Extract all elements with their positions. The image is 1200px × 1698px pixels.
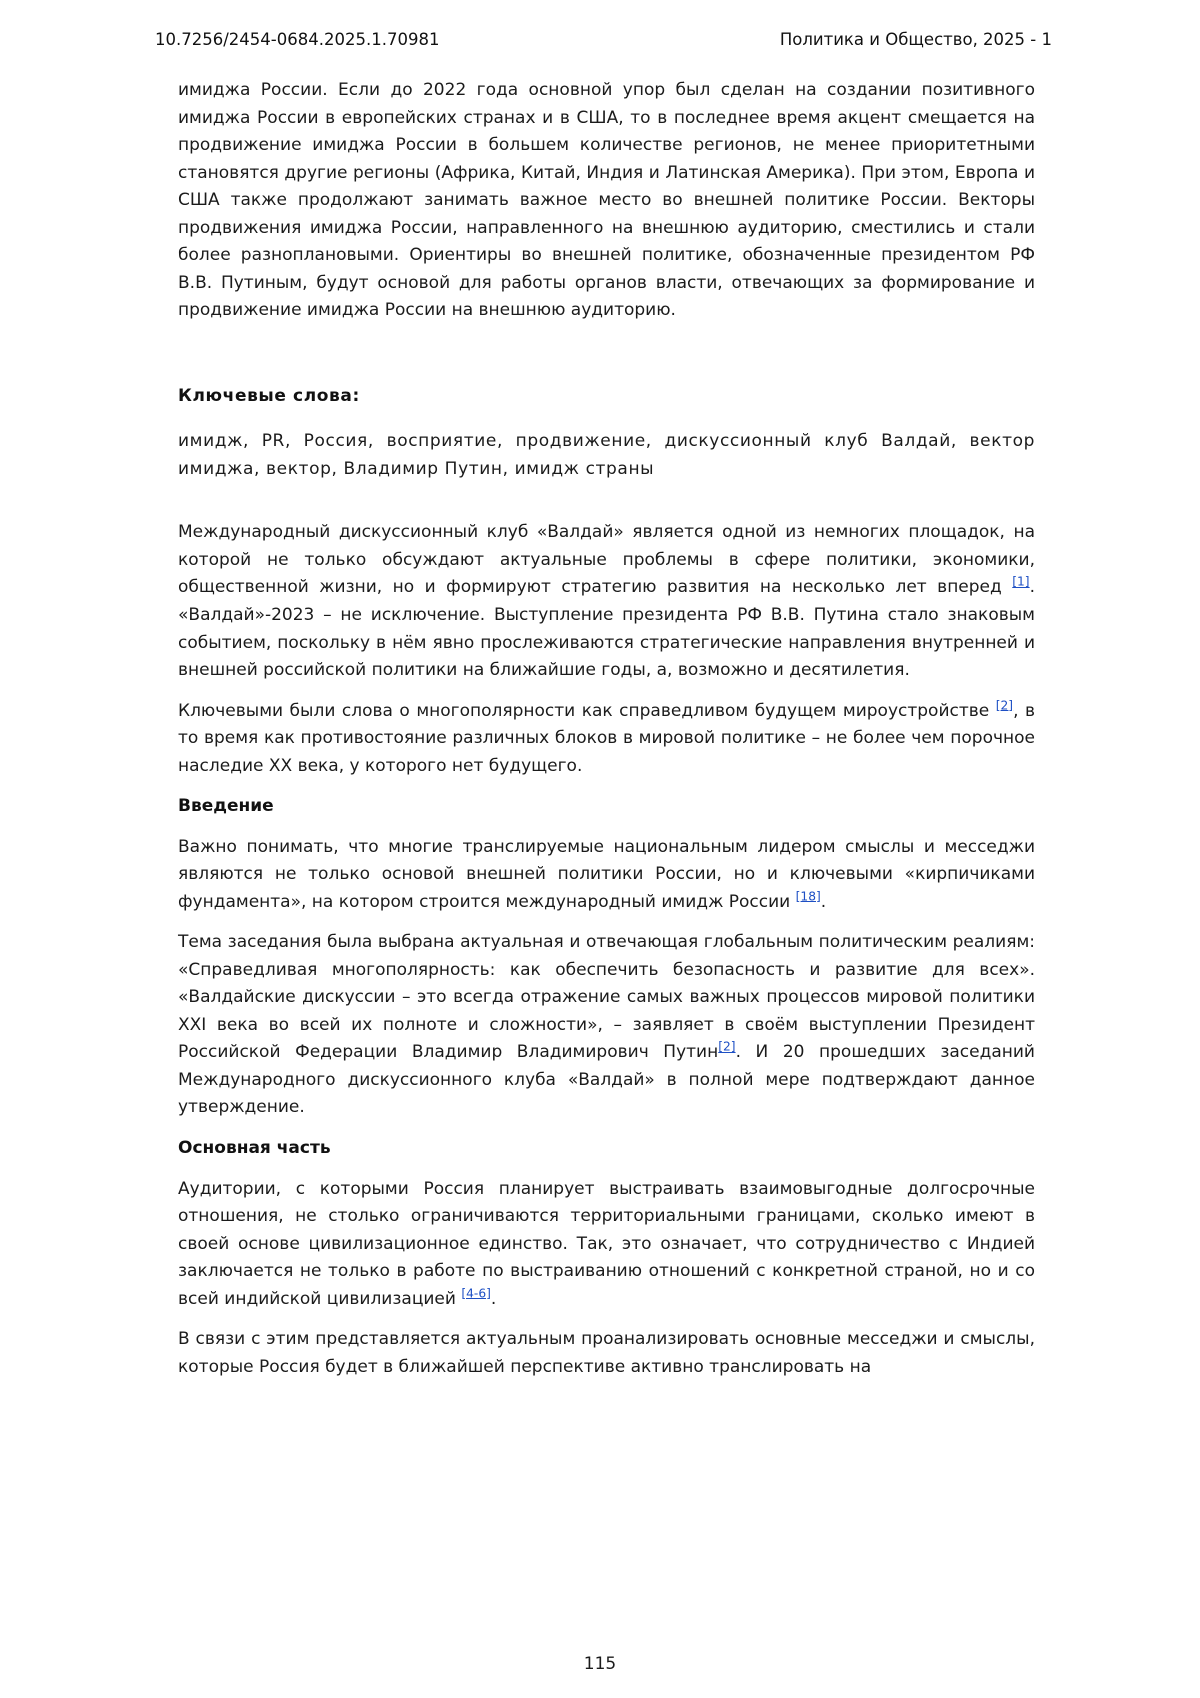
citation-link[interactable]: [2] bbox=[995, 697, 1014, 712]
text-run: В связи с этим представляется актуальным проанализировать основные месседжи и смыслы, которые Россия будет в ближайшей перспективе активно транслировать на bbox=[178, 1329, 1035, 1377]
paragraph bbox=[178, 519, 1035, 684]
citation-link[interactable]: [1] bbox=[1012, 574, 1030, 589]
text-run: . bbox=[490, 1288, 497, 1309]
section-heading: Введение bbox=[178, 796, 274, 817]
text-run: имидж, PR, Россия, восприятие, продвижение, дискуссионный клуб Валдай, вектор имиджа, вектор, Владимир Путин, имидж страны bbox=[178, 431, 1035, 479]
citation-link[interactable]: [18] bbox=[795, 889, 821, 904]
text-run: Ключевыми были слова о многополярности как справедливом будущем мироустройстве bbox=[178, 700, 996, 721]
text-run: Аудитории, с которыми Россия планирует выстраивать взаимовыгодные долгосрочные отношения, не столько ограничиваются территориальными границами, сколько имеют в своей основе цивилизационное единство. Так, это означает, что сотрудничество с Индией заключается не только в работе по выстраиванию отношений с конкретной страной, но и со всей индийской цивилизацией bbox=[178, 1178, 1035, 1309]
text-run: . «Валдай»-2023 – не исключение. Выступление президента РФ В.В. Путина стало знаковым событием, поскольку в нём явно прослеживаются стратегические направления внутренней и внешней российской политики на ближайшие годы, а, возможно и десятилетия. bbox=[178, 577, 1035, 681]
paragraph bbox=[178, 1326, 1035, 1381]
paragraph bbox=[178, 428, 1035, 483]
text-run: . bbox=[820, 891, 827, 912]
doi-text: 10.7256/2454-0684.2025.1.70981 bbox=[155, 30, 440, 49]
text-run: . И 20 прошедших заседаний Международного дискуссионного клуба «Валдай» в полной мере подтверждают данное утверждение. bbox=[178, 1042, 1035, 1118]
page-header bbox=[0, 30, 1200, 49]
text-run: Международный дискуссионный клуб «Валдай» является одной из немногих площадок, на которой не только обсуждают актуальные проблемы в сфере политики, экономики, общественной жизни, но и формируют стратегию развития на несколько лет вперед bbox=[178, 522, 1035, 598]
text-run: Тема заседания была выбрана актуальная и отвечающая глобальным политическим реалиям: «Справедливая многополярность: как обеспечить безопасность и развитие для всех». «Валдайские дискуссии – это всегда отражение самых важных процессов мировой политики XXI века во всей их полноте и сложности», – заявляет в своём выступлении Президент Российской Федерации Владимир Владимирович Путин bbox=[178, 932, 1035, 1063]
paragraph bbox=[178, 834, 1035, 917]
section-heading: Ключевые слова: bbox=[178, 385, 360, 406]
page-number: 115 bbox=[583, 1654, 617, 1674]
paragraph bbox=[178, 77, 1035, 325]
document-body bbox=[0, 49, 1200, 1394]
paragraph bbox=[178, 698, 1035, 781]
page-footer bbox=[0, 1654, 1200, 1676]
paragraph bbox=[178, 1176, 1035, 1314]
section-heading: Основная часть bbox=[178, 1138, 331, 1158]
text-run: имиджа России. Если до 2022 года основной упор был сделан на создании позитивного имиджа России в европейских странах и в США, то в последнее время акцент смещается на продвижение имиджа России в большем количестве регионов, не менее приоритетными становятся другие регионы (Африка, Китай, Индия и Латинская Америка). При этом, Европа и США также продолжают занимать важное место во внешней политике России. Векторы продвижения имиджа России, направленного на внешнюю аудиторию, сместились и стали более разноплановыми. Ориентиры во внешней политике, обозначенные президентом РФ В.В. Путиным, будут основой для работы органов власти, отвечающих за формирование и продвижение имиджа России на внешнюю аудиторию. bbox=[178, 80, 1035, 321]
text-run: , в то время как противостояние различных блоков в мировой политике – не более чем порочное наследие XX века, у которого нет будущего. bbox=[178, 700, 1036, 776]
citation-link[interactable]: [2] bbox=[718, 1039, 736, 1054]
citation-link[interactable]: [4-6] bbox=[461, 1286, 491, 1300]
journal-title: Политика и Общество, 2025 - 1 bbox=[779, 30, 1052, 49]
paragraph bbox=[178, 929, 1035, 1122]
text-run: Важно понимать, что многие транслируемые национальным лидером смыслы и месседжи являются не только основой внешней политики России, но и ключевыми «кирпичиками фундамента», на котором строится международный имидж России bbox=[178, 836, 1035, 912]
